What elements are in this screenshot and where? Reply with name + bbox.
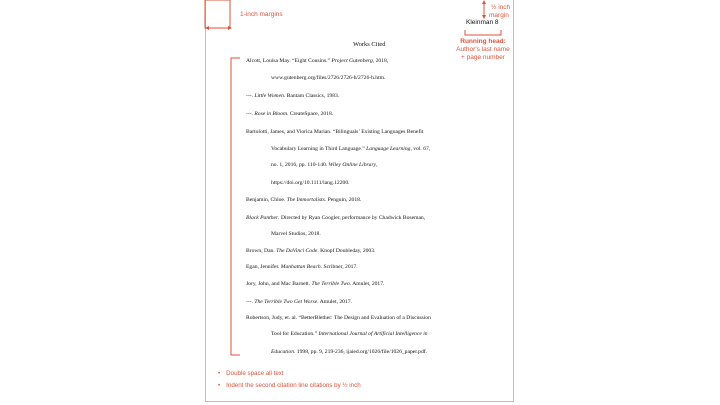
- citation-line: [271, 349, 427, 355]
- citation-text: Marvel Studios, 2018.: [271, 231, 321, 237]
- citation-text: Bartolotti, James, and Viorica Marian. “Bilinguals’ Existing Languages Benefit: [246, 129, 424, 135]
- citation-line: [246, 248, 375, 254]
- tip-item: [218, 379, 361, 391]
- citation-line: [246, 264, 358, 270]
- citation-title: The DaVinci Code: [276, 248, 318, 254]
- running-head: Kleinman 8: [466, 19, 499, 26]
- citation-text: Egan, Jennifer.: [246, 264, 281, 270]
- citation-text: , vol. 67,: [410, 146, 431, 152]
- citation-text: ---.: [246, 93, 255, 99]
- citation-title: Language Learning: [366, 146, 411, 152]
- citation-text: ---.: [246, 111, 255, 117]
- tip-item: [218, 367, 361, 379]
- citation-text: . Amulet, 2017.: [317, 299, 352, 305]
- citation-text: . 1998, pp. 9, 219-236, ijaied.org/1026/file/1026_paper.pdf.: [294, 349, 428, 355]
- citation-title: Manhattan Beach: [280, 264, 321, 270]
- citation-line: [246, 58, 388, 64]
- citation-text: Tool for Education.”: [271, 331, 319, 337]
- running-head-title: Running head:: [460, 38, 506, 45]
- citation-text: . Scribner, 2017.: [320, 264, 358, 270]
- citation-line: [246, 129, 423, 135]
- citation-title: The Immortalists: [286, 197, 325, 203]
- citation-text: . Penguin, 2018.: [324, 197, 362, 203]
- citation-text: . Knopf Doubleday, 2003.: [317, 248, 376, 254]
- citation-text: . Amulet, 2017.: [349, 281, 385, 287]
- citation-line: [271, 331, 428, 337]
- citation-line: [271, 231, 321, 237]
- citation-text: www.gutenberg.org/files/2726/2726-h/2726-h.htm.: [271, 75, 386, 81]
- citation-line: [246, 315, 431, 321]
- citation-title: The Terrible Two: [311, 281, 350, 287]
- citation-text: . Bantam Classics, 1983.: [283, 93, 340, 99]
- citation-text: no. 1, 2016, pp. 110-140.: [271, 162, 329, 168]
- citation-line: [246, 215, 425, 221]
- tip-text: Double space all text: [226, 369, 284, 377]
- citation-text: . CreateSpace, 2018.: [287, 111, 334, 117]
- citation-text: https://doi.org/10.1111/lang.12200.: [271, 180, 350, 186]
- citation-line: [271, 146, 430, 152]
- citation-title: Education: [271, 349, 294, 355]
- citation-title: Project Gutenberg: [331, 58, 373, 64]
- running-head-desc-2: + page number: [461, 54, 505, 61]
- citation-line: [246, 93, 339, 99]
- citation-text: Vocabulary Learning in Third Language.”: [271, 146, 367, 152]
- citation-title: International Journal of Artificial Intelligence in: [318, 331, 428, 337]
- citation-line: [246, 197, 361, 203]
- citation-text: Robertson, Judy, et. al. “BetterBlether: The Design and Evaluation of a Discussion: [246, 315, 431, 321]
- citation-line: [271, 162, 378, 168]
- bullet-icon: •: [218, 381, 221, 389]
- citation-text: Alcott, Louisa May. “Eight Cousins.”: [246, 58, 332, 64]
- running-head-desc-1: Author's last name: [456, 46, 510, 53]
- half-inch-label-2: margin: [489, 12, 509, 19]
- citation-line: [246, 299, 352, 305]
- citation-title: Black Panther: [246, 215, 279, 221]
- citation-line: [271, 180, 350, 186]
- tip-text: Indent the second citation line citations by ½ inch: [226, 381, 361, 389]
- citation-text: Brown, Dan.: [246, 248, 277, 254]
- citation-text: ,: [376, 162, 378, 168]
- citation-text: ---.: [246, 299, 255, 305]
- citation-line: [246, 111, 333, 117]
- citation-title: Little Women: [254, 93, 284, 99]
- citation-title: The Terrible Two Get Worse: [254, 299, 318, 305]
- citation-text: . Directed by Ryan Coogler, performance by Chadwick Boseman,: [278, 215, 426, 221]
- citation-line: [271, 75, 385, 81]
- bullet-icon: •: [218, 369, 221, 377]
- citation-line: [246, 281, 384, 287]
- citation-text: , 2018,: [372, 58, 389, 64]
- margins-label: 1-inch margins: [240, 11, 283, 18]
- half-inch-label-1: ½ inch: [491, 4, 511, 11]
- citation-text: Benjamin, Chloe.: [246, 197, 287, 203]
- tips-list: [218, 367, 361, 391]
- margin-box-icon: [205, 0, 230, 28]
- works-cited-title: Works Cited: [353, 41, 386, 48]
- citation-text: Jory, John, and Mac Barnett.: [246, 281, 312, 287]
- citation-title: Rose in Bloom: [254, 111, 288, 117]
- citation-title: Wiley Online Library: [328, 162, 377, 168]
